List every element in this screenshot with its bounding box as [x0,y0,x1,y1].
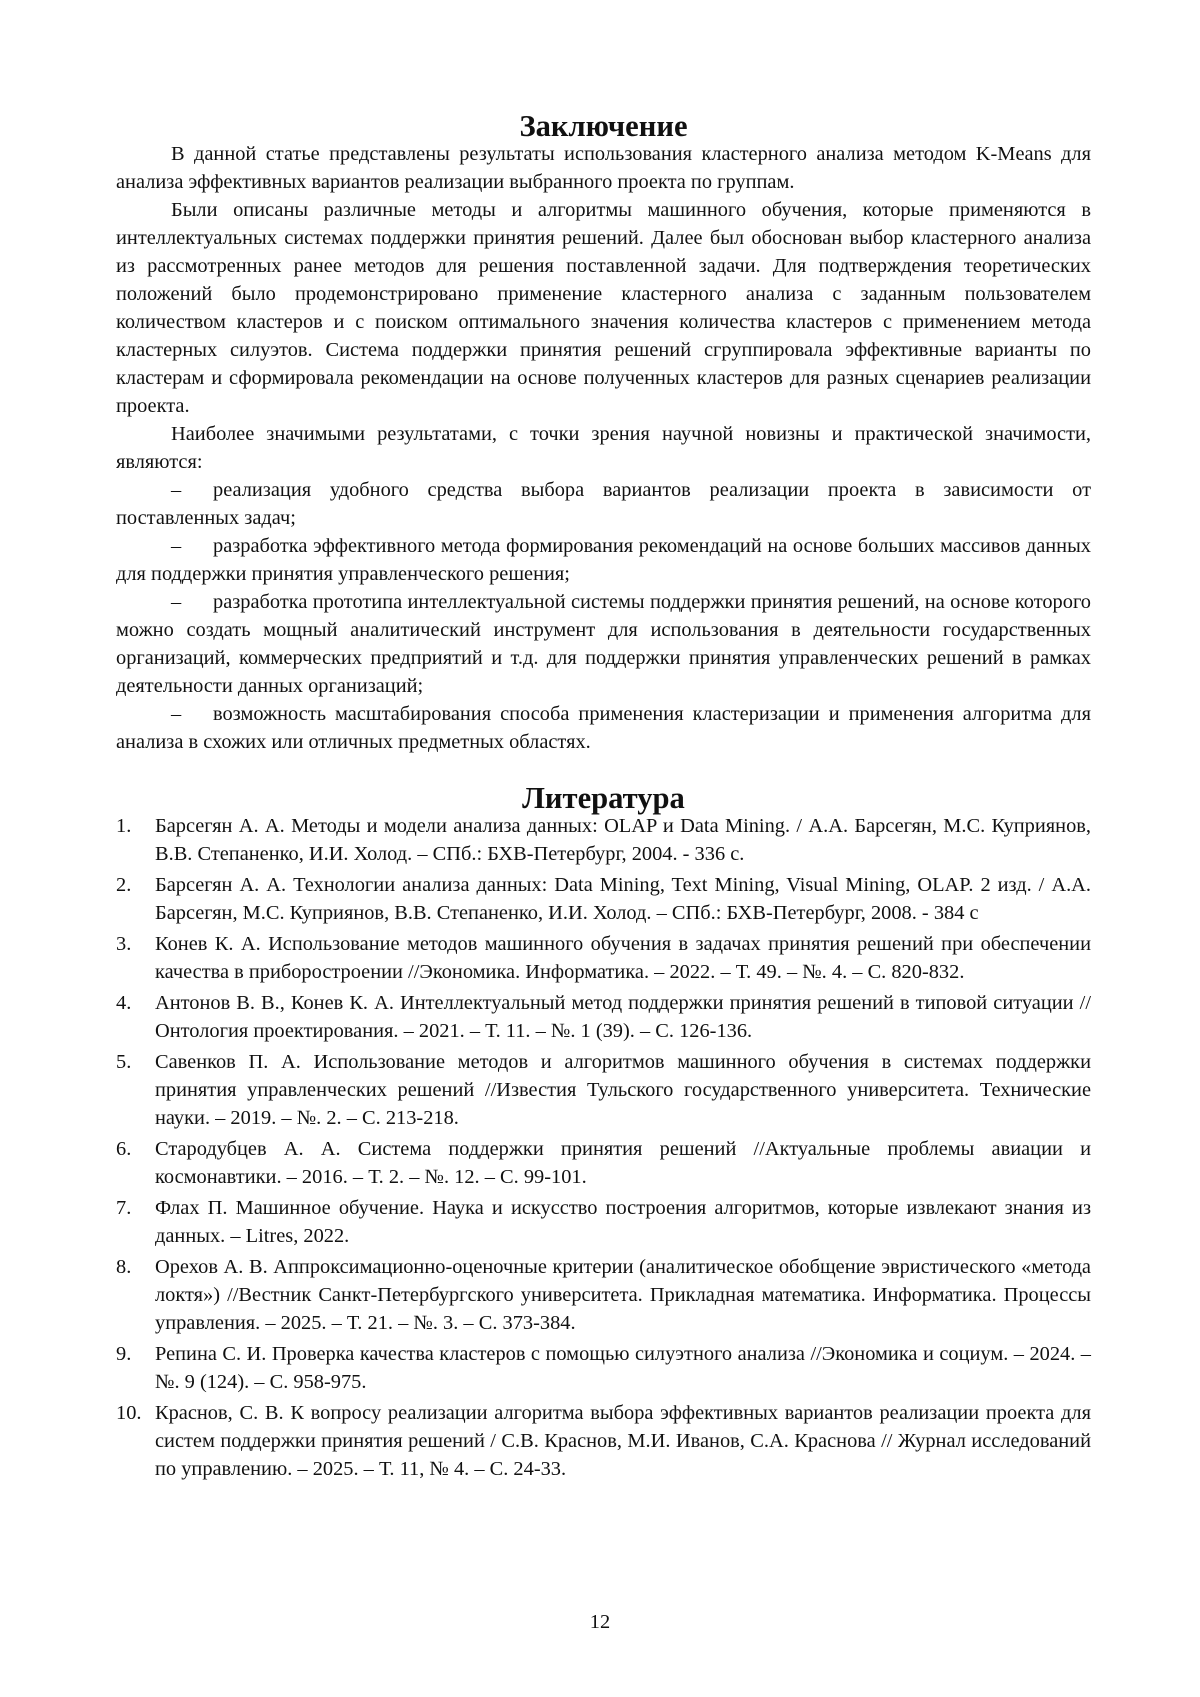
reference-text: Антонов В. В., Конев К. А. Интеллектуальный метод поддержки принятия решений в типовой ситуации //Онтология проектирования. – 2021. – Т. 11. – №. 1 (39). – С. 126-136. [155,992,1091,1042]
reference-number: 8. [116,1256,132,1278]
literature-section [116,781,1091,1483]
reference-text: Флах П. Машинное обучение. Наука и искусство построения алгоритмов, которые извлекают знания из данных. – Litres, 2022. [155,1197,1091,1247]
reference-number: 2. [116,874,132,896]
reference-number: 10. [116,1402,142,1424]
reference-item [116,1340,1091,1396]
reference-text: Орехов А. В. Аппроксимационно-оценочные критерии (аналитическое обобщение эвристического «метода локтя») //Вестник Санкт-Петербургского университета. Прикладная математика. Информатика. Процессы управления. – 2025. – Т. 21. – №. 3. – С. 373-384. [155,1256,1091,1334]
reference-item [116,1135,1091,1191]
reference-text: Краснов, С. В. К вопросу реализации алгоритма выбора эффективных вариантов реализации проекта для систем поддержки принятия решений / С.В. Краснов, М.И. Иванов, С.А. Краснова // Журнал исследований по управлению. – 2025. – Т. 11, № 4. – С. 24-33. [155,1402,1091,1480]
reference-number: 5. [116,1051,132,1073]
reference-item [116,989,1091,1045]
conclusion-paragraph: Были описаны различные методы и алгоритмы машинного обучения, которые применяются в интеллектуальных системах поддержки принятия решений. Далее был обоснован выбор кластерного анализа из рассмотренных ранее методов для решения поставленной задачи. Для подтверждения теоретических положений было продемонстрировано применение кластерного анализа с заданным пользователем количеством кластеров и с поиском оптимального значения количества кластеров с применением метода кластерных силуэтов. Система поддержки принятия решений сгруппировала эффективные варианты по кластерам и сформировала рекомендации на основе полученных кластеров для разных сценариев реализации проекта. [116,199,1091,417]
page-number: 12 [589,1611,611,1633]
reference-text: Репина С. И. Проверка качества кластеров с помощью силуэтного анализа //Экономика и социум. – 2024. – №. 9 (124). – С. 958-975. [155,1343,1091,1393]
results-list-item [116,532,1091,588]
results-list-item [116,476,1091,532]
reference-text: Савенков П. А. Использование методов и алгоритмов машинного обучения в системах поддержки принятия управленческих решений //Известия Тульского государственного университета. Технические науки. – 2019. – №. 2. – С. 213-218. [155,1051,1091,1129]
results-list-item [116,700,1091,756]
conclusion-paragraph: Наиболее значимыми результатами, с точки зрения научной новизны и практической значимости, являются: [116,423,1091,473]
reference-item [116,1399,1091,1483]
dash-marker: – [171,535,182,557]
dash-marker: – [171,479,182,501]
reference-number: 9. [116,1343,132,1365]
literature-title: Литература [522,781,685,815]
results-list [116,476,1091,756]
dash-marker: – [171,591,182,613]
reference-text: Барсегян А. А. Методы и модели анализа данных: OLAP и Data Mining. / А.А. Барсегян, М.С. Куприянов, В.В. Степаненко, И.И. Холод. – СПб.: БХВ-Петербург, 2004. - 336 с. [155,815,1091,865]
reference-text: Барсегян А. А. Технологии анализа данных: Data Mining, Text Mining, Visual Mining, OLAP. 2 изд. / А.А. Барсегян, М.С. Куприянов, В.В. Степаненко, И.И. Холод. – СПб.: БХВ-Петербург, 2008. - 384 с [155,874,1091,924]
reference-list [116,812,1091,1483]
reference-number: 1. [116,815,132,837]
reference-item [116,812,1091,868]
reference-text: Конев К. А. Использование методов машинного обучения в задачах принятия решений при обеспечении качества в приборостроении //Экономика. Информатика. – 2022. – Т. 49. – №. 4. – С. 820-832. [155,933,1091,983]
reference-item [116,1194,1091,1250]
dash-marker: – [171,703,182,725]
results-list-item-text: разработка эффективного метода формирования рекомендаций на основе больших массивов данных для поддержки принятия управленческого решения; [116,535,1091,585]
reference-item [116,930,1091,986]
reference-item [116,1048,1091,1132]
conclusion-title: Заключение [519,109,688,143]
results-list-item-text: разработка прототипа интеллектуальной системы поддержки принятия решений, на основе которого можно создать мощный аналитический инструмент для использования в деятельности государственных организаций, коммерческих предприятий и т.д. для поддержки принятия управленческих решений в рамках деятельности данных организаций; [116,591,1091,697]
results-list-item-text: реализация удобного средства выбора вариантов реализации проекта в зависимости от поставленных задач; [116,479,1091,529]
reference-number: 3. [116,933,132,955]
results-list-item [116,588,1091,700]
reference-number: 6. [116,1138,132,1160]
reference-item [116,871,1091,927]
reference-text: Стародубцев А. А. Система поддержки принятия решений //Актуальные проблемы авиации и космонавтики. – 2016. – Т. 2. – №. 12. – С. 99-101. [155,1138,1091,1188]
results-list-item-text: возможность масштабирования способа применения кластеризации и применения алгоритма для анализа в схожих или отличных предметных областях. [116,703,1091,753]
conclusion-section [116,109,1091,756]
reference-item [116,1253,1091,1337]
conclusion-paragraph: В данной статье представлены результаты использования кластерного анализа методом K-Means для анализа эффективных вариантов реализации выбранного проекта по группам. [116,143,1091,193]
page-content [116,109,1091,1486]
reference-number: 7. [116,1197,132,1219]
reference-number: 4. [116,992,132,1014]
